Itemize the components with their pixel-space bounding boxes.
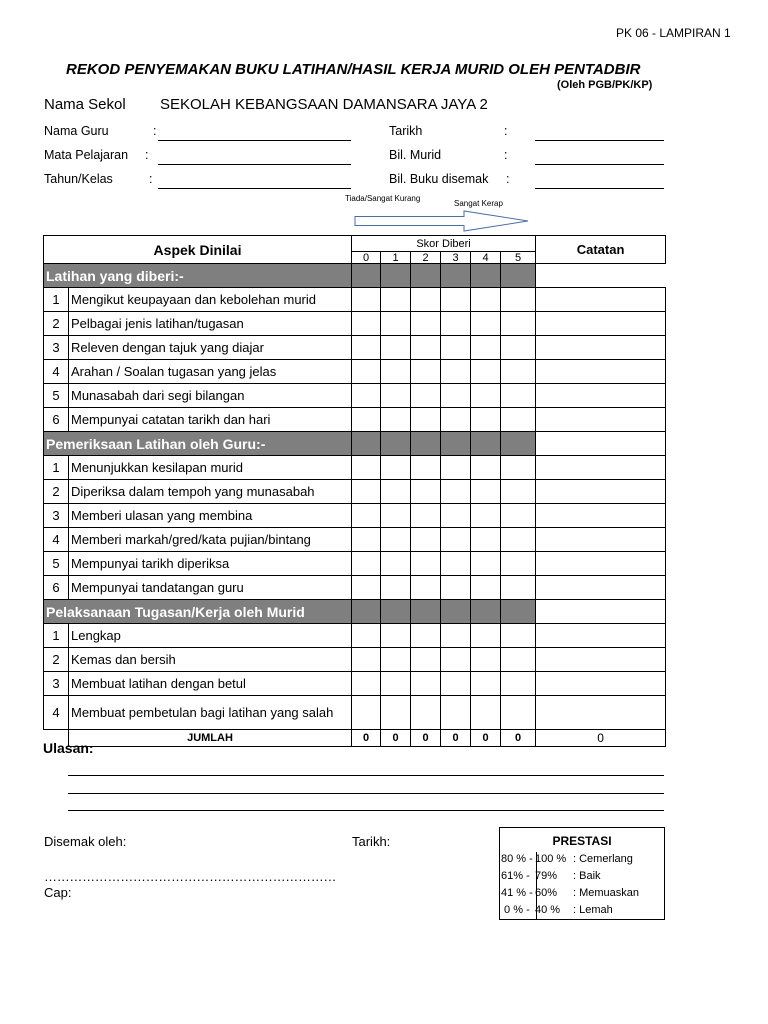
total-catatan: 0	[536, 730, 666, 747]
catatan-cell[interactable]	[536, 624, 666, 648]
item-text: Menunjukkan kesilapan murid	[69, 456, 352, 480]
score-cell[interactable]	[352, 648, 381, 672]
section-title: Latihan yang diberi:-	[44, 264, 352, 288]
prestasi-row	[501, 870, 601, 882]
item-number: 2	[44, 648, 69, 672]
score-cell[interactable]	[352, 696, 381, 730]
school-label: Nama Sekol	[44, 96, 126, 113]
item-number: 1	[44, 456, 69, 480]
table-row	[44, 528, 666, 552]
score-header-1: 1	[381, 252, 411, 264]
scale-high-label: Sangat Kerap	[454, 199, 503, 208]
prestasi-to: 79%	[535, 870, 558, 882]
prestasi-row	[501, 853, 633, 865]
score-cell[interactable]	[411, 336, 441, 360]
header-aspek: Aspek Dinilai	[44, 236, 352, 264]
section-header	[44, 432, 666, 456]
table-row	[44, 648, 666, 672]
item-number: 2	[44, 480, 69, 504]
score-cell[interactable]	[411, 456, 441, 480]
item-number: 5	[44, 552, 69, 576]
teacher-name-line	[158, 140, 351, 141]
score-cell[interactable]	[381, 672, 411, 696]
score-cell[interactable]	[501, 360, 536, 384]
score-cell[interactable]	[441, 456, 471, 480]
score-header-5: 5	[501, 252, 536, 264]
teacher-name-colon: :	[153, 124, 157, 138]
prestasi-to: 100 %	[535, 853, 567, 865]
item-text: Mempunyai tarikh diperiksa	[69, 552, 352, 576]
score-cell[interactable]	[411, 480, 441, 504]
table-row	[44, 288, 666, 312]
prestasi-from: 0 % -	[501, 904, 530, 916]
score-cell[interactable]	[441, 504, 471, 528]
score-cell[interactable]	[471, 528, 501, 552]
score-cell[interactable]	[352, 624, 381, 648]
item-text: Membuat pembetulan bagi latihan yang salah	[69, 696, 352, 730]
table-row	[44, 384, 666, 408]
pupil-count-line	[535, 164, 664, 165]
score-cell[interactable]	[411, 504, 441, 528]
catatan-cell[interactable]	[536, 576, 666, 600]
score-cell[interactable]	[441, 336, 471, 360]
ulasan-label: Ulasan:	[43, 740, 94, 756]
assessment-table	[43, 235, 665, 747]
score-cell[interactable]	[381, 552, 411, 576]
score-cell[interactable]	[471, 456, 501, 480]
school-name: SEKOLAH KEBANGSAAN DAMANSARA JAYA 2	[160, 96, 488, 113]
item-text: Lengkap	[69, 624, 352, 648]
score-cell[interactable]	[352, 456, 381, 480]
score-cell[interactable]	[441, 288, 471, 312]
table-row	[44, 312, 666, 336]
score-cell[interactable]	[441, 528, 471, 552]
reference-code: PK 06 - LAMPIRAN 1	[616, 26, 731, 40]
score-cell[interactable]	[471, 408, 501, 432]
total-row	[44, 730, 666, 747]
score-cell[interactable]	[471, 336, 501, 360]
catatan-cell[interactable]	[536, 312, 666, 336]
score-cell[interactable]	[352, 480, 381, 504]
total-score-5: 0	[501, 730, 536, 747]
score-cell[interactable]	[352, 528, 381, 552]
score-cell[interactable]	[352, 504, 381, 528]
item-text: Releven dengan tajuk yang diajar	[69, 336, 352, 360]
item-number: 3	[44, 672, 69, 696]
subject-label: Mata Pelajaran	[44, 148, 129, 162]
catatan-cell[interactable]	[536, 336, 666, 360]
score-cell[interactable]	[441, 552, 471, 576]
year-class-line	[158, 188, 351, 189]
teacher-name-label: Nama Guru	[44, 124, 109, 138]
footer-date-label: Tarikh:	[352, 834, 391, 849]
score-cell[interactable]	[381, 504, 411, 528]
score-cell[interactable]	[352, 408, 381, 432]
item-number: 1	[44, 288, 69, 312]
score-cell[interactable]	[501, 504, 536, 528]
section-header	[44, 264, 666, 288]
score-cell[interactable]	[352, 552, 381, 576]
score-cell[interactable]	[501, 336, 536, 360]
prestasi-grade: : Lemah	[573, 904, 613, 916]
score-cell[interactable]	[471, 648, 501, 672]
books-checked-colon: :	[506, 172, 510, 186]
prestasi-box	[499, 827, 665, 920]
total-score-2: 0	[411, 730, 441, 747]
page-title: REKOD PENYEMAKAN BUKU LATIHAN/HASIL KERJA MURID OLEH PENTADBIR	[66, 61, 641, 78]
score-cell[interactable]	[471, 696, 501, 730]
score-cell[interactable]	[471, 504, 501, 528]
score-cell[interactable]	[471, 576, 501, 600]
item-text: Mempunyai tandatangan guru	[69, 576, 352, 600]
score-cell[interactable]	[411, 576, 441, 600]
table-row	[44, 504, 666, 528]
score-cell[interactable]	[501, 408, 536, 432]
score-cell[interactable]	[501, 672, 536, 696]
ulasan-line[interactable]	[68, 793, 664, 794]
score-cell[interactable]	[352, 288, 381, 312]
item-text: Memberi ulasan yang membina	[69, 504, 352, 528]
ulasan-line[interactable]	[68, 810, 664, 811]
score-cell[interactable]	[352, 312, 381, 336]
year-class-colon: :	[149, 172, 153, 186]
prestasi-to: 40 %	[535, 904, 561, 916]
catatan-cell[interactable]	[536, 408, 666, 432]
catatan-cell[interactable]	[536, 552, 666, 576]
score-cell[interactable]	[352, 336, 381, 360]
score-cell[interactable]	[411, 696, 441, 730]
score-cell[interactable]	[411, 672, 441, 696]
score-cell[interactable]	[381, 408, 411, 432]
item-number: 5	[44, 384, 69, 408]
score-header-3: 3	[441, 252, 471, 264]
subject-colon: :	[145, 148, 149, 162]
score-cell[interactable]	[471, 552, 501, 576]
total-label: JUMLAH	[69, 730, 352, 747]
score-cell[interactable]	[441, 696, 471, 730]
score-cell[interactable]	[471, 672, 501, 696]
section-title: Pelaksanaan Tugasan/Kerja oleh Murid	[44, 600, 352, 624]
table-row	[44, 672, 666, 696]
score-cell[interactable]	[381, 576, 411, 600]
score-cell[interactable]	[352, 360, 381, 384]
score-cell[interactable]	[441, 648, 471, 672]
item-text: Munasabah dari segi bilangan	[69, 384, 352, 408]
score-cell[interactable]	[471, 360, 501, 384]
score-cell[interactable]	[411, 384, 441, 408]
item-number: 4	[44, 528, 69, 552]
item-text: Membuat latihan dengan betul	[69, 672, 352, 696]
score-cell[interactable]	[471, 384, 501, 408]
total-score-1: 0	[381, 730, 411, 747]
prestasi-from: 61% -	[501, 870, 530, 882]
table-row	[44, 336, 666, 360]
score-cell[interactable]	[441, 624, 471, 648]
page-subtitle: (Oleh PGB/PK/KP)	[557, 79, 653, 91]
prestasi-from: 80 % -	[501, 853, 533, 865]
score-cell[interactable]	[411, 312, 441, 336]
score-cell[interactable]	[501, 696, 536, 730]
prestasi-grade: : Memuaskan	[573, 887, 640, 899]
total-score-4: 0	[471, 730, 501, 747]
subject-line	[158, 164, 351, 165]
score-cell[interactable]	[411, 528, 441, 552]
prestasi-row	[501, 887, 639, 899]
date-colon: :	[504, 124, 508, 138]
table-row	[44, 696, 666, 730]
table-row	[44, 360, 666, 384]
section-header	[44, 600, 666, 624]
year-class-label: Tahun/Kelas	[44, 172, 113, 186]
score-cell[interactable]	[411, 360, 441, 384]
score-cell[interactable]	[381, 336, 411, 360]
score-cell[interactable]	[352, 672, 381, 696]
score-cell[interactable]	[411, 288, 441, 312]
score-cell[interactable]	[381, 456, 411, 480]
score-cell[interactable]	[471, 312, 501, 336]
score-cell[interactable]	[501, 384, 536, 408]
table-row	[44, 552, 666, 576]
item-number: 2	[44, 312, 69, 336]
score-cell[interactable]	[441, 384, 471, 408]
score-cell[interactable]	[381, 384, 411, 408]
item-number: 6	[44, 408, 69, 432]
checked-by-label: Disemak oleh:	[44, 834, 127, 849]
score-cell[interactable]	[441, 672, 471, 696]
score-cell[interactable]	[411, 624, 441, 648]
header-skor: Skor Diberi	[352, 236, 536, 252]
score-cell[interactable]	[501, 648, 536, 672]
item-text: Mempunyai catatan tarikh dan hari	[69, 408, 352, 432]
score-header-4: 4	[471, 252, 501, 264]
prestasi-grade: : Baik	[573, 870, 601, 882]
score-cell[interactable]	[471, 288, 501, 312]
section-title: Pemeriksaan Latihan oleh Guru:-	[44, 432, 352, 456]
score-cell[interactable]	[381, 360, 411, 384]
item-text: Arahan / Soalan tugasan yang jelas	[69, 360, 352, 384]
score-cell[interactable]	[352, 576, 381, 600]
catatan-cell[interactable]	[536, 504, 666, 528]
catatan-cell[interactable]	[536, 696, 666, 730]
item-number: 1	[44, 624, 69, 648]
catatan-cell[interactable]	[536, 480, 666, 504]
score-cell[interactable]	[381, 528, 411, 552]
scale-low-label: Tiada/Sangat Kurang	[345, 194, 421, 203]
catatan-cell[interactable]	[536, 528, 666, 552]
score-header-2: 2	[411, 252, 441, 264]
date-label: Tarikh	[389, 124, 423, 138]
score-cell[interactable]	[441, 408, 471, 432]
score-cell[interactable]	[411, 552, 441, 576]
item-text: Pelbagai jenis latihan/tugasan	[69, 312, 352, 336]
books-checked-line	[535, 188, 664, 189]
score-cell[interactable]	[501, 552, 536, 576]
item-number: 4	[44, 696, 69, 730]
catatan-cell[interactable]	[536, 384, 666, 408]
table-row	[44, 408, 666, 432]
books-checked-label: Bil. Buku disemak	[389, 172, 489, 186]
score-cell[interactable]	[411, 648, 441, 672]
item-number: 3	[44, 336, 69, 360]
table-row	[44, 576, 666, 600]
score-cell[interactable]	[441, 312, 471, 336]
prestasi-from: 41 % -	[501, 887, 533, 899]
total-score-3: 0	[441, 730, 471, 747]
pupil-count-label: Bil. Murid	[389, 148, 442, 162]
table-row	[44, 480, 666, 504]
date-line	[535, 140, 664, 141]
item-text: Mengikut keupayaan dan kebolehan murid	[69, 288, 352, 312]
catatan-cell[interactable]	[536, 672, 666, 696]
score-cell[interactable]	[471, 480, 501, 504]
table-row	[44, 624, 666, 648]
item-text: Kemas dan bersih	[69, 648, 352, 672]
score-cell[interactable]	[381, 312, 411, 336]
prestasi-to: 60%	[535, 887, 558, 899]
total-score-0: 0	[352, 730, 381, 747]
prestasi-title: PRESTASI	[552, 834, 612, 848]
score-cell[interactable]	[471, 624, 501, 648]
score-cell[interactable]	[352, 384, 381, 408]
score-cell[interactable]	[381, 288, 411, 312]
catatan-cell[interactable]	[536, 648, 666, 672]
item-text: Diperiksa dalam tempoh yang munasabah	[69, 480, 352, 504]
item-text: Memberi markah/gred/kata pujian/bintang	[69, 528, 352, 552]
header-catatan: Catatan	[536, 236, 666, 264]
score-cell[interactable]	[441, 480, 471, 504]
prestasi-grade: : Cemerlang	[573, 853, 633, 865]
cap-label: Cap:	[44, 885, 72, 900]
score-cell[interactable]	[501, 480, 536, 504]
score-cell[interactable]	[381, 696, 411, 730]
score-cell[interactable]	[501, 456, 536, 480]
prestasi-row	[501, 904, 613, 916]
score-cell[interactable]	[501, 624, 536, 648]
score-cell[interactable]	[381, 648, 411, 672]
score-header-0: 0	[352, 252, 381, 264]
score-cell[interactable]	[501, 528, 536, 552]
item-number: 6	[44, 576, 69, 600]
score-cell[interactable]	[441, 360, 471, 384]
score-cell[interactable]	[501, 576, 536, 600]
catatan-cell[interactable]	[536, 456, 666, 480]
item-number: 4	[44, 360, 69, 384]
score-cell[interactable]	[411, 408, 441, 432]
pupil-count-colon: :	[504, 148, 508, 162]
table-row	[44, 456, 666, 480]
signature-line[interactable]: ……………………………………………………………	[44, 869, 337, 884]
score-cell[interactable]	[381, 624, 411, 648]
ulasan-line[interactable]	[68, 775, 664, 776]
score-cell[interactable]	[441, 576, 471, 600]
item-number: 3	[44, 504, 69, 528]
score-cell[interactable]	[501, 288, 536, 312]
scale-arrow-icon	[354, 210, 530, 232]
score-cell[interactable]	[501, 312, 536, 336]
score-cell[interactable]	[381, 480, 411, 504]
catatan-cell[interactable]	[536, 288, 666, 312]
catatan-cell[interactable]	[536, 360, 666, 384]
